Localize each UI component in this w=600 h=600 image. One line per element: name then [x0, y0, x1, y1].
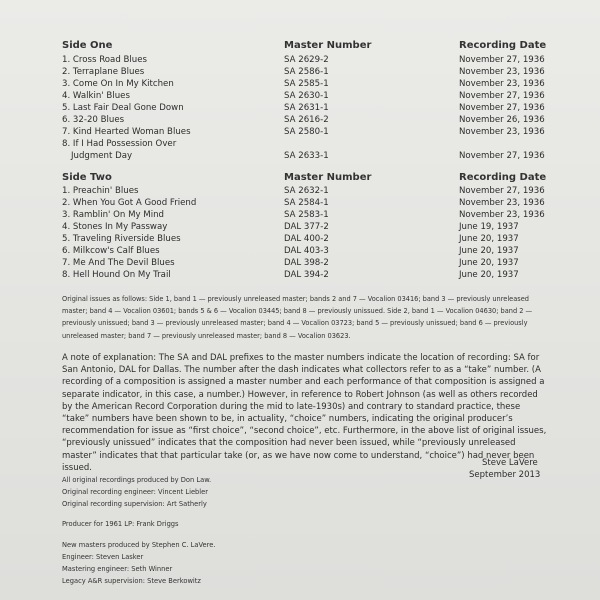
master-number: SA 2629-2 [284, 55, 329, 65]
recording-date: June 20, 1937 [459, 246, 519, 256]
track-row [0, 103, 600, 115]
track-row [0, 139, 600, 151]
master-number: SA 2630-1 [284, 91, 329, 101]
credit-line: Engineer: Steven Lasker [62, 553, 144, 561]
credit-line: New masters produced by Stephen C. LaVere. [62, 541, 216, 549]
master-number: SA 2616-2 [284, 115, 329, 125]
track-row [0, 246, 600, 258]
track-row [0, 55, 600, 67]
track-title: 4. Stones In My Passway [62, 222, 168, 232]
recording-date: June 20, 1937 [459, 270, 519, 280]
track-title: 7. Me And The Devil Blues [62, 258, 175, 268]
signature-date: September 2013 [469, 470, 541, 480]
track-title: Judgment Day [71, 151, 133, 161]
master-number: DAL 398-2 [284, 258, 329, 268]
track-title: 2. When You Got A Good Friend [62, 198, 197, 208]
track-row [0, 91, 600, 103]
master-number: SA 2632-1 [284, 186, 329, 196]
track-row [0, 127, 600, 139]
credit-line: Original recording supervision: Art Satherly [62, 500, 207, 508]
recording-date: June 19, 1937 [459, 222, 519, 232]
recording-date: November 23, 1936 [459, 198, 545, 208]
recording-date: June 20, 1937 [459, 234, 519, 244]
master-number: SA 2580-1 [284, 127, 329, 137]
master-number: SA 2584-1 [284, 198, 329, 208]
master-number: SA 2631-1 [284, 103, 329, 113]
recording-date: November 27, 1936 [459, 103, 545, 113]
master-number: DAL 400-2 [284, 234, 329, 244]
track-title: 3. Come On In My Kitchen [62, 79, 174, 89]
master-number-heading: Master Number [284, 172, 372, 183]
explanation-paragraph: A note of explanation: The SA and DAL prefixes to the master numbers indicate the location of recording: SA for San Antonio, DAL for Dallas. The number after the dash indicates what collectors refer to as a “take” number. (A recording of a composition is assigned a master number and each performance of that composition is assigned a separate indicator, in this case, a number.) However, in reference to Robert Johnson (as well as others recorded by the American Record Corporation during the mid to late-1930s) and contrary to standard practice, these “take” numbers have been shown to be, in actuality, “choice” numbers, indicating the original producer’s recommendation for issue as “first choice”, “second choice”, etc. Furthermore, in the above list of original issues, “previously unissued” indicates that the composition had never been issued, while “previously unreleased master” indicates that that particular take (or, as we have now come to understand, “choice”) had never been issued. [62, 353, 547, 473]
track-title: 2. Terraplane Blues [62, 67, 145, 77]
credit-line: All original recordings produced by Don Law. [62, 476, 212, 484]
credit-line: Legacy A&R supervision: Steve Berkowitz [62, 577, 201, 585]
track-title: 1. Preachin' Blues [62, 186, 139, 196]
recording-date: June 20, 1937 [459, 258, 519, 268]
recording-date: November 27, 1936 [459, 151, 545, 161]
recording-date-heading: Recording Date [459, 40, 547, 51]
side-two-heading: Side Two [62, 172, 112, 183]
recording-date: November 27, 1936 [459, 186, 545, 196]
track-row [0, 151, 600, 163]
track-row [0, 258, 600, 270]
track-title: 5. Traveling Riverside Blues [62, 234, 181, 244]
track-row [0, 67, 600, 79]
recording-date: November 23, 1936 [459, 127, 545, 137]
master-number: SA 2586-1 [284, 67, 329, 77]
track-title: 8. If I Had Possession Over [62, 139, 177, 149]
recording-date: November 23, 1936 [459, 210, 545, 220]
track-title: 3. Ramblin' On My Mind [62, 210, 165, 220]
recording-date: November 27, 1936 [459, 91, 545, 101]
track-title: 7. Kind Hearted Woman Blues [62, 127, 191, 137]
signature-name: Steve LaVere [482, 458, 538, 468]
track-row [0, 270, 600, 282]
original-issues-note: Original issues as follows: Side 1, band 1 — previously unreleased master; bands 2 and 7 — Vocalion 03416; band 3 — previously unreleased master; band 4 — Vocalion 03601; bands 5 & 6 — Vocalion 03445; band 8 — previously unissued. Side 2, band 1 — Vocalion 04630; band 2 — previously unissued; band 3 — previously unreleased master; band 4 — Vocalion 03723; band 5 — previously unissued; band 6 — previously unreleased master; band 7 — previously unreleased master; band 8 — Vocalion 03623. [62, 295, 533, 340]
track-title: 1. Cross Road Blues [62, 55, 148, 65]
track-title: 8. Hell Hound On My Trail [62, 270, 171, 280]
track-row [0, 198, 600, 210]
recording-date: November 26, 1936 [459, 115, 545, 125]
credit-line: Original recording engineer: Vincent Liebler [62, 488, 209, 496]
recording-date: November 23, 1936 [459, 67, 545, 77]
track-title: 6. Milkcow's Calf Blues [62, 246, 160, 256]
track-row [0, 186, 600, 198]
track-row [0, 234, 600, 246]
master-number-heading: Master Number [284, 40, 372, 51]
master-number: DAL 377-2 [284, 222, 329, 232]
side-one-heading: Side One [62, 40, 113, 51]
recording-date: November 23, 1936 [459, 79, 545, 89]
track-title: 6. 32-20 Blues [62, 115, 125, 125]
track-row [0, 115, 600, 127]
recording-date: November 27, 1936 [459, 55, 545, 65]
master-number: SA 2633-1 [284, 151, 329, 161]
track-row [0, 222, 600, 234]
track-row [0, 79, 600, 91]
recording-date-heading: Recording Date [459, 172, 547, 183]
track-title: 5. Last Fair Deal Gone Down [62, 103, 184, 113]
track-row [0, 210, 600, 222]
master-number: SA 2585-1 [284, 79, 329, 89]
master-number: DAL 394-2 [284, 270, 329, 280]
track-title: 4. Walkin' Blues [62, 91, 130, 101]
master-number: DAL 403-3 [284, 246, 329, 256]
master-number: SA 2583-1 [284, 210, 329, 220]
credit-line: Producer for 1961 LP: Frank Driggs [62, 520, 179, 528]
credit-line: Mastering engineer: Seth Winner [62, 565, 173, 573]
